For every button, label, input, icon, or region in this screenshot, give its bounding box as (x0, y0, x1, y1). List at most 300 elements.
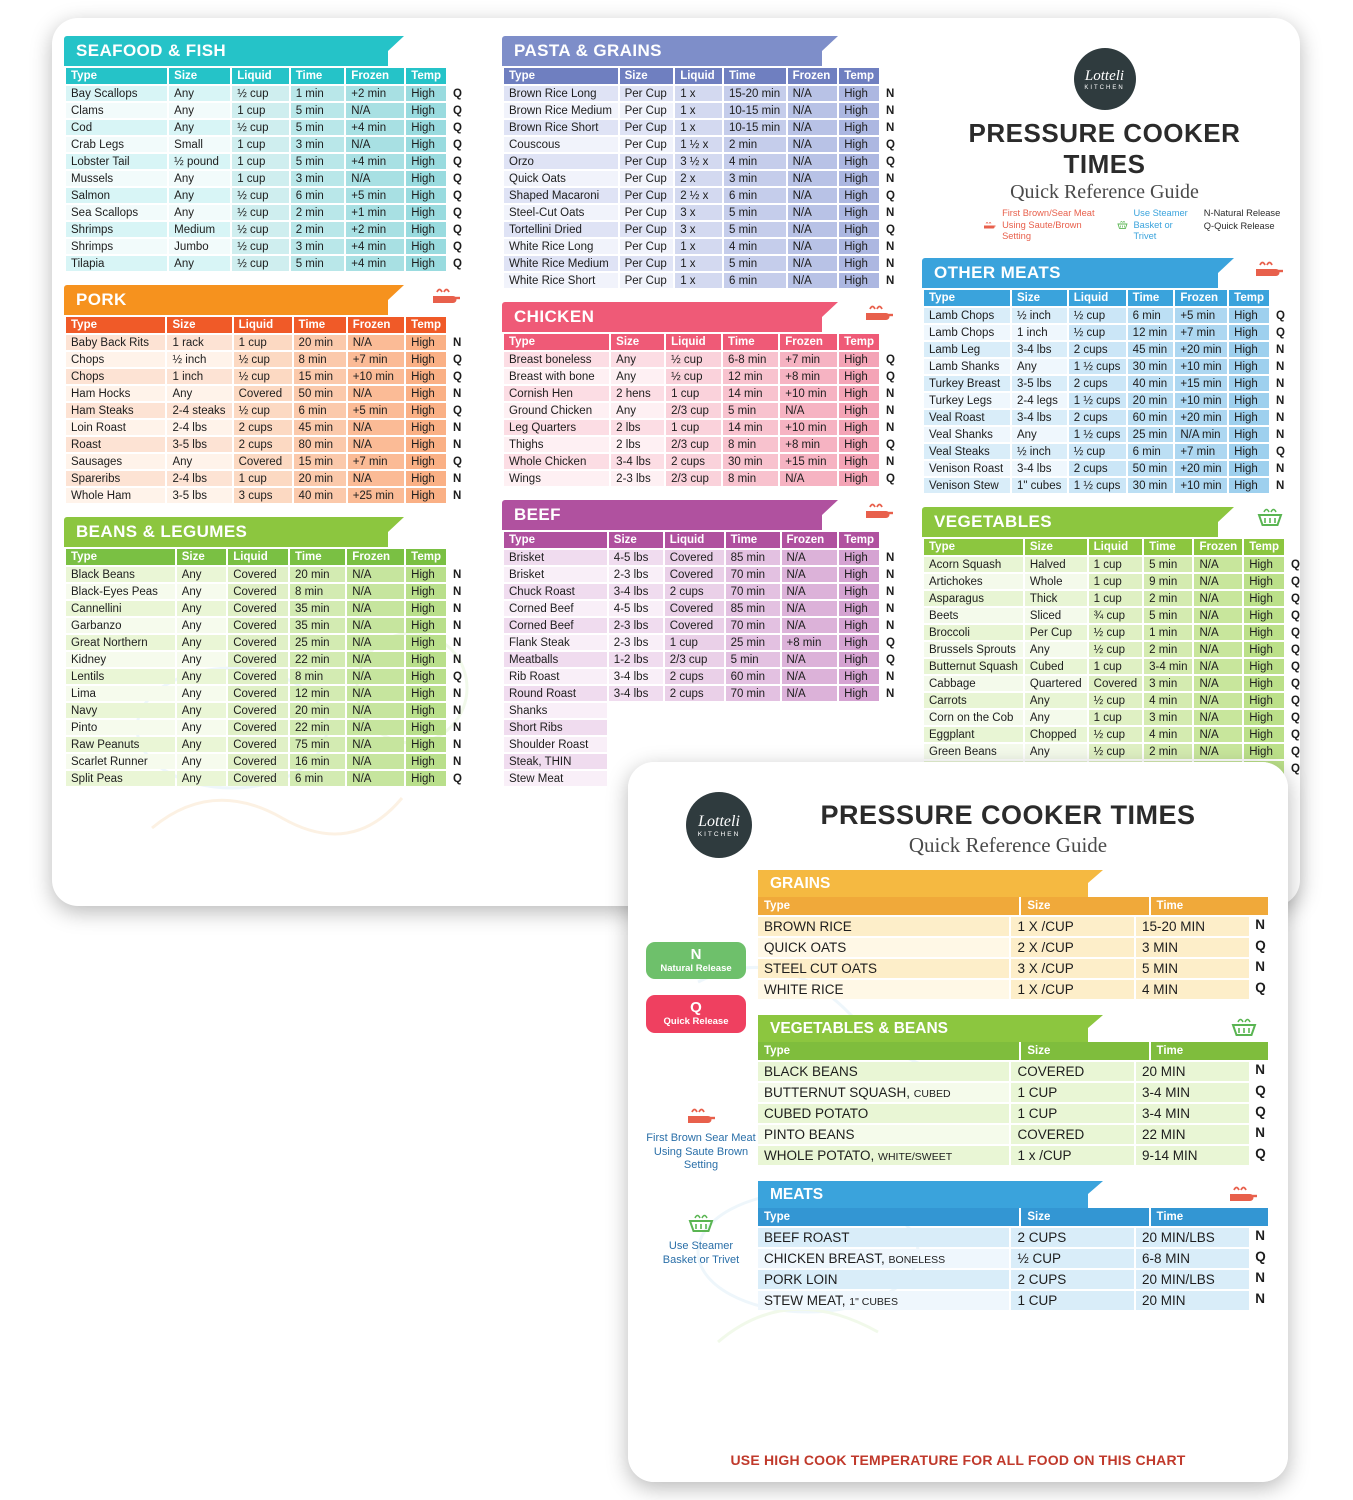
cell-size: 4-5 lbs (609, 550, 663, 565)
section-table (64, 547, 469, 788)
small-table-row (758, 1083, 1270, 1102)
cell-release: Q (1291, 660, 1300, 673)
cell-release: Q (886, 438, 895, 451)
table-row (66, 256, 467, 271)
cell-liquid: ¾ cup (1089, 608, 1142, 623)
small-table-row (758, 1104, 1270, 1123)
cell-frozen: +1 min (346, 205, 404, 220)
cell-time: 1 min (291, 86, 345, 101)
cell-size: Any (177, 601, 227, 616)
cell-release: N (453, 704, 462, 717)
small-cell-size: 1 X /CUP (1011, 980, 1134, 999)
small-table-row (758, 959, 1270, 978)
cell-release: N (886, 387, 895, 400)
legend-steamer-text: Use Steamer Basket or Trivet (1133, 208, 1188, 242)
cell-temp (839, 720, 879, 735)
cell-time: 14 min (723, 386, 778, 401)
cell-size: 2 lbs (611, 420, 664, 435)
cell-size: Per Cup (620, 137, 674, 152)
cell-liquid: Covered (665, 601, 724, 616)
cell-liquid: 1 cup (1089, 574, 1142, 589)
table-row (504, 256, 900, 271)
cell-release (881, 720, 900, 735)
cell-size: Medium (169, 222, 230, 237)
cell-frozen: +4 min (346, 239, 404, 254)
small-cell-release: Q (1255, 938, 1266, 953)
small-section-title: VEGETABLES & BEANS (770, 1019, 948, 1037)
column-header-size: Size (609, 532, 663, 548)
column-header-size: Size (169, 68, 230, 84)
cell-type: Breast with bone (504, 369, 609, 384)
section-beans-legumes (64, 517, 469, 788)
table-header-row (66, 549, 467, 565)
cell-release: Q (453, 104, 462, 117)
table-row (66, 352, 467, 367)
small-cell-type (758, 1249, 1009, 1268)
cell-liquid: 1 cup (232, 103, 288, 118)
cell-temp: High (839, 618, 879, 633)
section-seafood-fish (64, 36, 469, 273)
type-label: QUICK OATS (764, 940, 847, 955)
cell-liquid: ½ cup (1089, 727, 1142, 742)
cell-type: Navy (66, 703, 175, 718)
small-column-header-type: Type (758, 1208, 1019, 1226)
column-header-frozen: Frozen (782, 532, 838, 548)
cell-type: Couscous (504, 137, 618, 152)
cell-type: Short Ribs (504, 720, 607, 735)
table-header-row (504, 532, 900, 548)
small-column-header-size: Size (1021, 1042, 1148, 1060)
cell-type: Ham Steaks (66, 403, 165, 418)
big-card-column-right (922, 258, 1300, 790)
cell-time: 6 min (291, 188, 345, 203)
big-card-column-left (64, 36, 469, 800)
cell-time: 12 min (1128, 325, 1174, 340)
cell-liquid: 2 cups (1069, 461, 1126, 476)
type-label: PINTO BEANS (764, 1127, 855, 1142)
cell-temp: High (406, 454, 446, 469)
cell-release: Q (886, 223, 895, 236)
brand-logo-small (686, 792, 752, 858)
cell-temp: High (839, 86, 879, 101)
cell-release: N (886, 551, 895, 564)
table-row (924, 308, 1290, 323)
cell-liquid: 2 x (675, 171, 722, 186)
table-row (504, 550, 900, 565)
cell-type: Cannellini (66, 601, 175, 616)
cell-frozen: N/A (347, 601, 404, 616)
cell-temp: High (839, 652, 879, 667)
small-section-icon (1226, 1181, 1260, 1205)
cell-type: Shrimps (66, 239, 167, 254)
small-cell-time: 22 MIN (1136, 1125, 1249, 1144)
cell-release: Q (1291, 711, 1300, 724)
cell-size: ½ pound (169, 154, 230, 169)
cell-temp: High (406, 567, 446, 582)
table-row (504, 86, 900, 101)
column-header-type: Type (504, 334, 609, 350)
cell-liquid: Covered (665, 567, 724, 582)
table-row (924, 727, 1300, 742)
small-cell-type (758, 1228, 1009, 1247)
cell-type: White Rice Medium (504, 256, 618, 271)
small-cell-size: 1 CUP (1011, 1104, 1134, 1123)
cell-type: Beets (924, 608, 1023, 623)
table-row (924, 376, 1290, 391)
table-row (504, 437, 900, 452)
small-reference-card (628, 762, 1288, 1482)
table-row (66, 488, 467, 503)
small-section-title: GRAINS (770, 874, 831, 892)
cell-time: 70 min (726, 686, 780, 701)
column-header-type: Type (66, 317, 165, 333)
cell-frozen: +20 min (1175, 410, 1227, 425)
table-row (504, 737, 900, 752)
small-cell-size: 1 CUP (1011, 1083, 1134, 1102)
cell-size: 2-4 lbs (167, 420, 231, 435)
cell-frozen: N/A (788, 137, 838, 152)
cell-time: 12 min (723, 369, 778, 384)
small-column-header-size: Size (1021, 1208, 1148, 1226)
cell-time: 6 min (1128, 444, 1174, 459)
column-header-time: Time (291, 68, 345, 84)
cell-liquid: 1 x (675, 120, 722, 135)
cell-release: N (886, 172, 895, 185)
cell-temp: High (1229, 444, 1269, 459)
table-row (924, 393, 1290, 408)
cell-frozen: N/A (1194, 642, 1242, 657)
cell-release: N (453, 472, 462, 485)
cell-frozen: N/A (347, 567, 404, 582)
cell-time: 6 min (724, 273, 786, 288)
cell-temp: High (406, 652, 446, 667)
cell-release: N (886, 104, 895, 117)
cell-temp: High (1244, 744, 1284, 759)
cell-liquid: Covered (228, 703, 288, 718)
cell-liquid: Covered (228, 669, 288, 684)
cell-liquid: ½ cup (1089, 625, 1142, 640)
table-row (504, 120, 900, 135)
type-label: WHOLE POTATO, (764, 1148, 875, 1163)
cell-frozen: N/A (346, 137, 404, 152)
cell-frozen: N/A (782, 686, 838, 701)
cell-liquid: ½ cup (232, 222, 288, 237)
cell-type: Chops (66, 369, 165, 384)
cell-temp: High (406, 103, 446, 118)
type-label: BEEF ROAST (764, 1230, 850, 1245)
section-banner (64, 36, 469, 66)
cell-type: Whole Ham (66, 488, 165, 503)
saute-icon (684, 1103, 718, 1127)
cell-size: Per Cup (620, 239, 674, 254)
cell-frozen: N/A (347, 618, 404, 633)
badge-letter: Q (690, 999, 702, 1017)
badge-letter: N (690, 946, 702, 963)
column-header-temp: Temp (406, 549, 446, 565)
small-cell-type (758, 1104, 1009, 1123)
column-header-frozen: Frozen (780, 334, 837, 350)
table-row (924, 608, 1300, 623)
type-label: CHICKEN BREAST, (764, 1251, 885, 1266)
cell-frozen: +15 min (780, 454, 837, 469)
small-cell-release: Q (1255, 980, 1266, 995)
table-row (66, 686, 467, 701)
cell-temp: High (839, 222, 879, 237)
cell-time: 60 min (726, 669, 780, 684)
cell-time: 5 min (291, 120, 345, 135)
table-row (924, 642, 1300, 657)
cell-size: 1 inch (1012, 325, 1067, 340)
cell-type: Round Roast (504, 686, 607, 701)
section-icon (862, 498, 896, 522)
cell-temp: High (406, 703, 446, 718)
cell-liquid: 1 cup (232, 154, 288, 169)
cell-liquid: Covered (228, 618, 288, 633)
section-other-meats (922, 258, 1292, 495)
brand-sub-small: KITCHEN (697, 830, 741, 838)
cell-temp (839, 737, 879, 752)
cell-temp: High (406, 669, 446, 684)
type-sublabel: 1" CUBES (849, 1296, 898, 1308)
small-cell-type (758, 1083, 1009, 1102)
cell-frozen: N/A (1194, 727, 1242, 742)
cell-frozen: N/A (788, 273, 838, 288)
cell-type: Venison Stew (924, 478, 1010, 493)
type-label: CUBED POTATO (764, 1106, 869, 1121)
cell-liquid: ½ cup (666, 352, 721, 367)
cell-time: 25 min (1128, 427, 1174, 442)
cell-temp: High (839, 352, 879, 367)
cell-frozen: +10 min (348, 369, 404, 384)
cell-size: Per Cup (620, 120, 674, 135)
cell-temp: High (406, 618, 446, 633)
table-row (924, 693, 1300, 708)
cell-time: 6 min (724, 188, 786, 203)
cell-type: Lentils (66, 669, 175, 684)
cell-temp: High (1244, 574, 1284, 589)
small-column-header-time: Time (1151, 1208, 1269, 1226)
cell-size: Halved (1025, 557, 1087, 572)
cell-liquid: Covered (228, 567, 288, 582)
cell-size: Any (1012, 359, 1067, 374)
cell-release: Q (1291, 643, 1300, 656)
big-card-header (932, 48, 1277, 204)
type-sublabel: CUBED (913, 1088, 951, 1100)
cell-temp: High (839, 273, 879, 288)
cell-type: Turkey Legs (924, 393, 1010, 408)
cell-frozen: N/A (788, 120, 838, 135)
cell-release: Q (453, 257, 462, 270)
cell-size: Any (177, 720, 227, 735)
cell-time: 3 min (1144, 676, 1192, 691)
cell-release: Q (1291, 745, 1300, 758)
small-cell-size: 1 X /CUP (1011, 917, 1134, 936)
cell-size: Any (611, 403, 664, 418)
cell-type: Breast boneless (504, 352, 609, 367)
steamer-icon (685, 1211, 717, 1235)
cell-time: 4 min (724, 239, 786, 254)
cell-time: 30 min (1128, 478, 1174, 493)
cell-temp: High (1229, 461, 1269, 476)
column-header-type: Type (66, 549, 175, 565)
cell-size: Any (169, 86, 230, 101)
cell-temp: High (1244, 710, 1284, 725)
cell-type: Butternut Squash (924, 659, 1023, 674)
small-section-title: MEATS (770, 1185, 824, 1203)
type-sublabel: WHITE/SWEET (878, 1151, 953, 1163)
cell-release: N (453, 619, 462, 632)
table-row (66, 601, 467, 616)
cell-frozen: +5 min (1175, 308, 1227, 323)
cell-temp: High (839, 171, 879, 186)
cell-liquid: Covered (228, 754, 288, 769)
section-banner (502, 500, 902, 530)
cell-size: Any (169, 103, 230, 118)
cell-size: 3-5 lbs (167, 437, 231, 452)
small-cell-time: 15-20 MIN (1136, 917, 1249, 936)
release-badge-q (646, 995, 746, 1032)
table-row (504, 273, 900, 288)
cell-time: 85 min (726, 550, 780, 565)
cell-type: Mussels (66, 171, 167, 186)
cell-time: 35 min (290, 601, 345, 616)
table-row (504, 471, 900, 486)
cell-time: 5 min (723, 403, 778, 418)
cell-frozen: N/A (780, 471, 837, 486)
cell-size: 3-4 lbs (609, 686, 663, 701)
cell-size: 1" cubes (1012, 478, 1067, 493)
cell-frozen: +10 min (1175, 393, 1227, 408)
legend-saute-text: First Brown/Sear Meat Using Saute/Brown Setting (1002, 208, 1095, 242)
cell-size: Any (167, 454, 231, 469)
cell-type: Veal Roast (924, 410, 1010, 425)
section-banner (64, 517, 469, 547)
column-header-time: Time (294, 317, 346, 333)
cell-temp (839, 703, 879, 718)
cell-frozen: N/A (782, 584, 838, 599)
cell-release: Q (1291, 694, 1300, 707)
cell-liquid (665, 737, 724, 752)
small-cell-type (758, 1270, 1009, 1289)
cell-liquid: 1 x (675, 239, 722, 254)
legend-note-1 (646, 1103, 756, 1173)
table-row (924, 557, 1300, 572)
cell-liquid: ½ cup (232, 256, 288, 271)
cell-type: Corn on the Cob (924, 710, 1023, 725)
cell-release: Q (453, 223, 462, 236)
column-header-temp: Temp (1229, 290, 1269, 306)
brand-name: Lotteli (1084, 67, 1125, 84)
cell-size: 1 inch (167, 369, 231, 384)
small-table-row (758, 917, 1270, 936)
table-row (924, 625, 1300, 640)
cell-time: 22 min (290, 720, 345, 735)
cell-liquid: 1 ½ cups (1069, 359, 1126, 374)
cell-frozen: N/A (347, 703, 404, 718)
cell-type: Black Beans (66, 567, 175, 582)
table-row (924, 478, 1290, 493)
table-row (504, 239, 900, 254)
cell-size: 3-4 lbs (609, 669, 663, 684)
cell-size: Thick (1025, 591, 1087, 606)
cell-frozen: +20 min (1175, 342, 1227, 357)
cell-liquid: 2/3 cup (666, 403, 721, 418)
section-title: SEAFOOD & FISH (76, 41, 227, 60)
table-row (504, 188, 900, 203)
small-cell-time: 4 MIN (1136, 980, 1249, 999)
small-card-title: PRESSURE COOKER TIMES (820, 800, 1196, 830)
cell-frozen: +5 min (346, 188, 404, 203)
cell-temp: High (406, 137, 446, 152)
cell-type: Venison Roast (924, 461, 1010, 476)
cell-type: Flank Steak (504, 635, 607, 650)
cell-size: 3-5 lbs (167, 488, 231, 503)
cell-release: N (886, 274, 895, 287)
brand-logo (1074, 48, 1136, 110)
badge-label: Natural Release (660, 962, 732, 974)
cell-liquid: 1 cup (1089, 557, 1142, 572)
cell-liquid: 2 cups (1069, 342, 1126, 357)
table-row (66, 205, 467, 220)
cell-frozen: +4 min (346, 256, 404, 271)
cell-time: 1 min (1144, 625, 1192, 640)
table-row (66, 154, 467, 169)
cell-liquid: 1 cup (1089, 591, 1142, 606)
table-row (924, 710, 1300, 725)
cell-frozen: N/A (782, 567, 838, 582)
small-cell-type (758, 917, 1009, 936)
small-card-header (748, 800, 1268, 858)
cell-liquid: 2 cups (665, 686, 724, 701)
table-row (924, 342, 1290, 357)
cell-size: ½ inch (1012, 308, 1067, 323)
small-table-row (758, 1291, 1270, 1310)
cell-temp: High (1229, 427, 1269, 442)
cell-time: 4 min (1144, 693, 1192, 708)
cell-release: Q (1291, 626, 1300, 639)
cell-release: N (453, 738, 462, 751)
small-card-footer: USE HIGH COOK TEMPERATURE FOR ALL FOOD ON THIS CHART (730, 1452, 1186, 1468)
cell-release: N (453, 387, 462, 400)
small-cell-type (758, 938, 1009, 957)
column-header-temp: Temp (839, 532, 879, 548)
cell-liquid: 1 cup (666, 420, 721, 435)
cell-type: Artichokes (924, 574, 1023, 589)
cell-release: Q (453, 138, 462, 151)
cell-time: 2 min (1144, 642, 1192, 657)
cell-release: Q (453, 189, 462, 202)
small-section-vegetables-beans (758, 1015, 1270, 1165)
column-header-type: Type (66, 68, 167, 84)
cell-size (609, 737, 663, 752)
cell-time: 9 min (1144, 574, 1192, 589)
legend-natural-text: N-Natural Release (1203, 208, 1281, 218)
cell-liquid: ½ cup (232, 239, 288, 254)
small-cell-time: 3 MIN (1136, 938, 1249, 957)
table-row (504, 403, 900, 418)
cell-time: 16 min (290, 754, 345, 769)
cell-type: Sea Scallops (66, 205, 167, 220)
section-table (922, 288, 1292, 495)
section-chicken (502, 302, 902, 488)
type-label: BROWN RICE (764, 919, 852, 934)
cell-size: Jumbo (169, 239, 230, 254)
cell-frozen: N/A (782, 550, 838, 565)
cell-release: Q (453, 404, 462, 417)
cell-frozen: N/A (788, 154, 838, 169)
cell-size: ½ inch (167, 352, 231, 367)
cell-size: Per Cup (1025, 625, 1087, 640)
